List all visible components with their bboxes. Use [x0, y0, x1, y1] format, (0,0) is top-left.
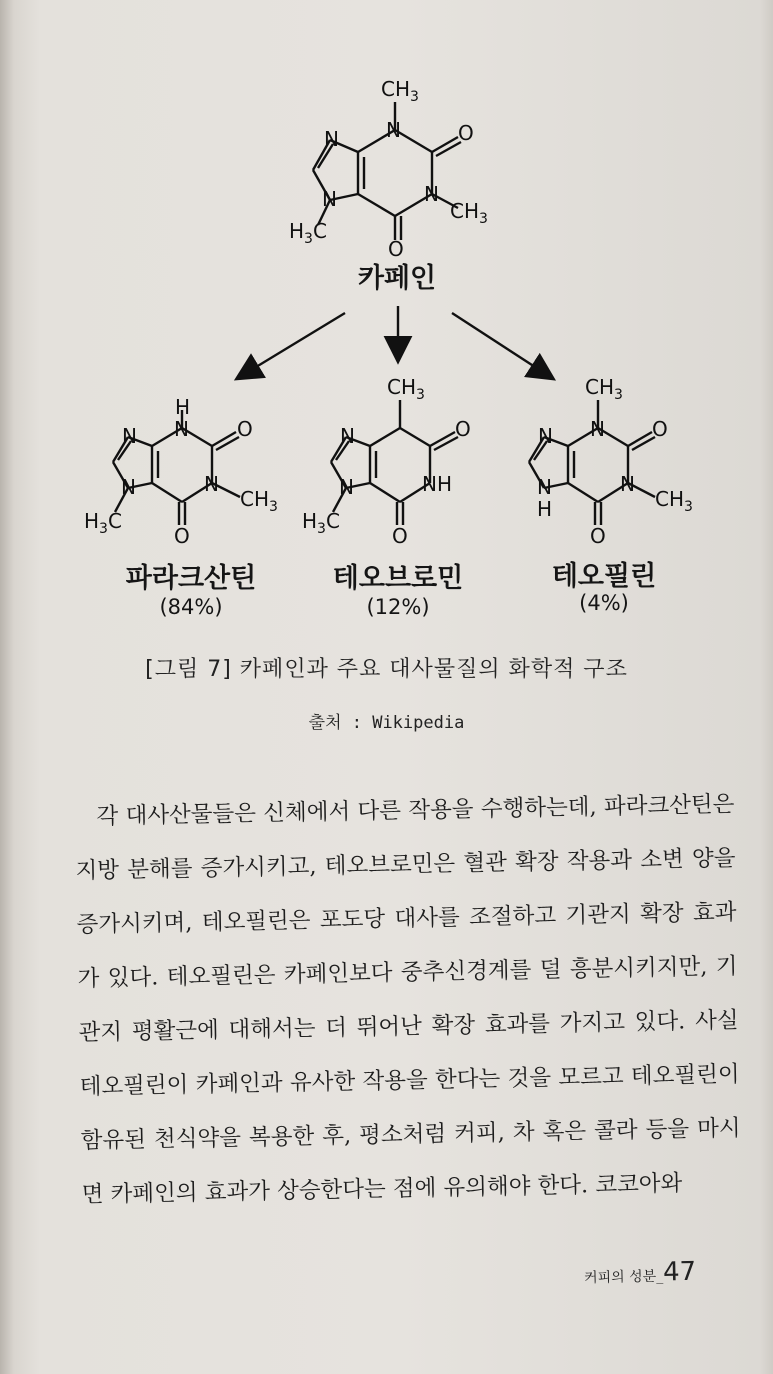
svg-text:O: O — [458, 121, 474, 145]
paraxanthine-label: 파라크산틴 — [125, 563, 257, 594]
metabolite-diagram — [0, 60, 773, 640]
svg-text:O: O — [455, 417, 471, 441]
svg-text:N: N — [324, 127, 339, 151]
theophylline-percent: (4%) — [579, 591, 629, 615]
page-number: 47 — [662, 1256, 697, 1288]
figure-caption: [그림 7] 카페인과 주요 대사물질의 화학적 구조 — [145, 657, 628, 682]
theobromine-label: 테오브로민 — [332, 563, 464, 594]
svg-text:O: O — [237, 417, 253, 441]
svg-text:N: N — [122, 424, 137, 448]
svg-text:N: N — [590, 417, 605, 441]
svg-text:N: N — [322, 187, 337, 211]
svg-text:N: N — [537, 475, 552, 499]
svg-text:CH3: $CH_3$ — [450, 199, 488, 227]
theobromine-structure — [331, 400, 458, 525]
svg-text:O: O — [392, 524, 408, 548]
metabolism-arrows — [238, 306, 552, 378]
section-title: 커피의 성분_ — [583, 1268, 664, 1287]
svg-text:N: N — [424, 182, 439, 206]
svg-text:N: N — [340, 424, 355, 448]
theobromine-percent: (12%) — [366, 595, 430, 619]
svg-text:CH3: $CH_3$ — [381, 77, 419, 105]
svg-text:CH3: $CH_3$ — [585, 375, 623, 403]
caffeine-label: 카페인 — [357, 263, 437, 294]
svg-text:CH3: $CH_3$ — [655, 487, 693, 515]
paraxanthine-percent: (84%) — [159, 595, 223, 619]
svg-text:CH3: $CH_3$ — [240, 487, 278, 515]
svg-text:N: N — [620, 472, 635, 496]
svg-text:H: H — [537, 497, 553, 521]
svg-text:O: O — [388, 237, 404, 261]
chemical-structures — [0, 60, 773, 640]
svg-text:N: N — [121, 475, 136, 499]
svg-text:N: N — [174, 417, 189, 441]
theophylline-atom-labels — [537, 375, 693, 548]
svg-text:O: O — [652, 417, 668, 441]
caffeine-atom-labels — [289, 77, 488, 261]
svg-text:H3C: $H_3C$ — [84, 509, 122, 537]
svg-text:N: N — [339, 475, 354, 499]
figure-source: 출처 : Wikipedia — [308, 713, 465, 733]
theobromine-atom-labels — [302, 375, 471, 548]
theophylline-label: 테오필린 — [551, 561, 657, 592]
svg-text:NH: NH — [422, 472, 452, 496]
body-paragraph: 각 대사산물들은 신체에서 다른 작용을 수행하는데, 파라크산틴은 지방 분해를 증가시키고, 테오브로민은 혈관 확장 작용과 소변 양을 증가시키며, 테오필린은 포도당 대사를 조절하고 기관지 확장 효과가 있다. 테오필린은 카페인보다 중추신경계를 덜 흥분시키지만, 기관지 평활근에 대해서는 더 뛰어난 확장 효과를 가지고 있다. 사실 테오필린이 카페인과 유사한 작용을 한다는 것을 모르고 테오필린이 함유된 천식약을 복용한 후, 평소처럼 커피, 차 혹은 콜라 등을 마시면 카페인의 효과가 상승한다는 점에 유의해야 한다. 코코아와 — [75, 791, 741, 1208]
svg-text:O: O — [590, 524, 606, 548]
svg-text:O: O — [174, 524, 190, 548]
svg-text:H3C: $H_3C$ — [289, 219, 327, 247]
svg-text:H3C: $H_3C$ — [302, 509, 340, 537]
body-text — [74, 777, 742, 1222]
svg-text:CH3: $CH_3$ — [387, 375, 425, 403]
svg-text:H: H — [175, 395, 191, 419]
svg-text:N: N — [386, 118, 401, 142]
svg-text:N: N — [204, 472, 219, 496]
page-footer — [584, 1257, 697, 1290]
paraxanthine-atom-labels — [84, 395, 278, 548]
svg-text:N: N — [538, 424, 553, 448]
